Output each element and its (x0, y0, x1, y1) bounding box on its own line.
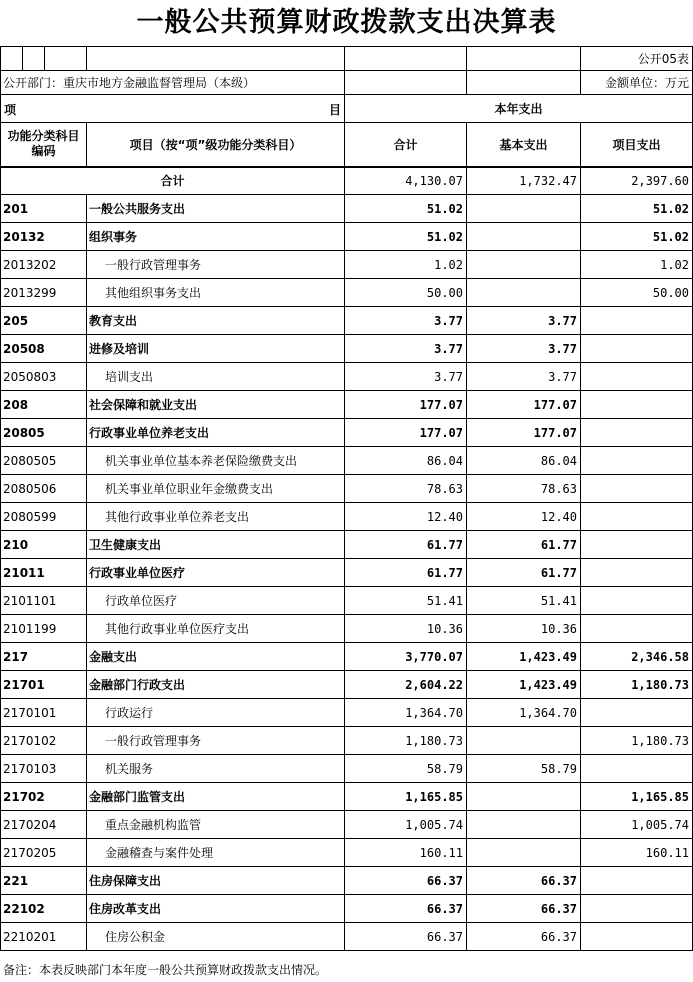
row-basic: 66.37 (467, 923, 581, 951)
row-name: 进修及培训 (87, 335, 345, 363)
row-project (581, 923, 693, 951)
row-basic: 61.77 (467, 559, 581, 587)
row-project: 1,180.73 (581, 727, 693, 755)
row-name: 机关事业单位职业年金缴费支出 (87, 475, 345, 503)
row-project: 1,180.73 (581, 671, 693, 699)
row-name: 其他行政事业单位养老支出 (87, 503, 345, 531)
row-code: 2170204 (1, 811, 87, 839)
table-row (1, 671, 693, 699)
row-code: 22102 (1, 895, 87, 923)
row-name: 行政运行 (87, 699, 345, 727)
row-total: 177.07 (345, 391, 467, 419)
row-total: 61.77 (345, 559, 467, 587)
row-name: 行政单位医疗 (87, 587, 345, 615)
row-total: 86.04 (345, 447, 467, 475)
row-name: 住房保障支出 (87, 867, 345, 895)
row-project: 1.02 (581, 251, 693, 279)
row-basic: 3.77 (467, 335, 581, 363)
row-project: 2,346.58 (581, 643, 693, 671)
row-code: 2210201 (1, 923, 87, 951)
table-row (1, 223, 693, 251)
table-row (1, 615, 693, 643)
row-code: 21011 (1, 559, 87, 587)
row-name: 一般行政管理事务 (87, 251, 345, 279)
row-basic: 177.07 (467, 419, 581, 447)
table-row (1, 783, 693, 811)
row-project (581, 615, 693, 643)
table-row (1, 727, 693, 755)
row-project (581, 531, 693, 559)
row-name: 一般行政管理事务 (87, 727, 345, 755)
table-row (1, 419, 693, 447)
row-code: 2170103 (1, 755, 87, 783)
row-basic: 66.37 (467, 867, 581, 895)
total-header: 合计 (345, 123, 467, 167)
row-basic (467, 839, 581, 867)
row-name: 住房改革支出 (87, 895, 345, 923)
row-name: 其他组织事务支出 (87, 279, 345, 307)
total-basic: 1,732.47 (467, 167, 581, 195)
row-project (581, 559, 693, 587)
table-row (1, 531, 693, 559)
row-total: 12.40 (345, 503, 467, 531)
table-row (1, 643, 693, 671)
row-code: 2013299 (1, 279, 87, 307)
table-row (1, 279, 693, 307)
row-basic: 86.04 (467, 447, 581, 475)
table-row (1, 811, 693, 839)
spacer-row (1, 47, 693, 71)
row-basic (467, 223, 581, 251)
row-project (581, 587, 693, 615)
row-code: 2080506 (1, 475, 87, 503)
row-project (581, 699, 693, 727)
table-row (1, 363, 693, 391)
row-code: 217 (1, 643, 87, 671)
row-name: 金融部门行政支出 (87, 671, 345, 699)
row-code: 21702 (1, 783, 87, 811)
row-total: 160.11 (345, 839, 467, 867)
expenditure-table (0, 46, 693, 951)
item-header-right: 目 (328, 103, 341, 117)
row-basic (467, 195, 581, 223)
row-code: 2170102 (1, 727, 87, 755)
row-total: 61.77 (345, 531, 467, 559)
unit-label: 金额单位：万元 (581, 71, 693, 95)
row-project (581, 391, 693, 419)
row-code: 205 (1, 307, 87, 335)
table-row (1, 895, 693, 923)
row-name: 金融支出 (87, 643, 345, 671)
row-basic: 51.41 (467, 587, 581, 615)
row-total: 10.36 (345, 615, 467, 643)
row-code: 2080599 (1, 503, 87, 531)
row-name: 其他行政事业单位医疗支出 (87, 615, 345, 643)
row-project: 50.00 (581, 279, 693, 307)
row-name: 教育支出 (87, 307, 345, 335)
code-header: 功能分类科目编码 (1, 123, 87, 167)
name-header: 项目（按“项”级功能分类科目） (87, 123, 345, 167)
row-name: 组织事务 (87, 223, 345, 251)
row-total: 66.37 (345, 867, 467, 895)
table-row (1, 699, 693, 727)
row-code: 208 (1, 391, 87, 419)
item-header-left: 项 (4, 103, 17, 117)
row-code: 2170205 (1, 839, 87, 867)
row-total: 3.77 (345, 335, 467, 363)
table-row (1, 307, 693, 335)
total-label: 合计 (1, 167, 345, 195)
row-total: 58.79 (345, 755, 467, 783)
row-project: 51.02 (581, 223, 693, 251)
row-project: 1,005.74 (581, 811, 693, 839)
department-label: 公开部门：重庆市地方金融监督管理局（本级） (1, 71, 345, 95)
row-code: 2080505 (1, 447, 87, 475)
project-header: 项目支出 (581, 123, 693, 167)
row-basic (467, 811, 581, 839)
row-project (581, 503, 693, 531)
table-row (1, 335, 693, 363)
row-name: 机关事业单位基本养老保险缴费支出 (87, 447, 345, 475)
row-basic: 78.63 (467, 475, 581, 503)
row-project (581, 755, 693, 783)
row-code: 2013202 (1, 251, 87, 279)
row-basic (467, 727, 581, 755)
total-amount: 4,130.07 (345, 167, 467, 195)
table-row (1, 839, 693, 867)
row-project (581, 335, 693, 363)
row-basic: 10.36 (467, 615, 581, 643)
row-code: 2050803 (1, 363, 87, 391)
row-total: 50.00 (345, 279, 467, 307)
row-code: 201 (1, 195, 87, 223)
row-basic: 1,423.49 (467, 671, 581, 699)
row-name: 重点金融机构监管 (87, 811, 345, 839)
header-row-1 (1, 95, 693, 123)
row-basic: 177.07 (467, 391, 581, 419)
row-total: 1,165.85 (345, 783, 467, 811)
row-project (581, 475, 693, 503)
row-basic: 66.37 (467, 895, 581, 923)
current-year-header: 本年支出 (345, 95, 693, 123)
header-row-2 (1, 123, 693, 167)
row-project (581, 895, 693, 923)
row-total: 78.63 (345, 475, 467, 503)
row-basic: 58.79 (467, 755, 581, 783)
row-total: 51.41 (345, 587, 467, 615)
row-basic: 1,423.49 (467, 643, 581, 671)
row-basic: 3.77 (467, 363, 581, 391)
table-row (1, 251, 693, 279)
table-row (1, 447, 693, 475)
row-name: 住房公积金 (87, 923, 345, 951)
row-project: 51.02 (581, 195, 693, 223)
row-project (581, 307, 693, 335)
table-row (1, 391, 693, 419)
row-code: 20508 (1, 335, 87, 363)
row-project (581, 363, 693, 391)
row-total: 1,005.74 (345, 811, 467, 839)
row-total: 3.77 (345, 363, 467, 391)
row-code: 20132 (1, 223, 87, 251)
total-project: 2,397.60 (581, 167, 693, 195)
row-name: 金融部门监管支出 (87, 783, 345, 811)
row-code: 20805 (1, 419, 87, 447)
row-name: 行政事业单位养老支出 (87, 419, 345, 447)
row-total: 2,604.22 (345, 671, 467, 699)
form-number: 公开05表 (581, 47, 693, 71)
row-basic: 1,364.70 (467, 699, 581, 727)
row-name: 培训支出 (87, 363, 345, 391)
row-basic (467, 783, 581, 811)
table-row (1, 195, 693, 223)
row-code: 2101199 (1, 615, 87, 643)
row-total: 51.02 (345, 195, 467, 223)
row-total: 1,180.73 (345, 727, 467, 755)
row-project: 1,165.85 (581, 783, 693, 811)
footnote: 备注：本表反映部门本年度一般公共预算财政拨款支出情况。 (3, 963, 328, 977)
table-row (1, 923, 693, 951)
table-row (1, 587, 693, 615)
row-name: 行政事业单位医疗 (87, 559, 345, 587)
row-basic (467, 251, 581, 279)
row-project (581, 867, 693, 895)
row-total: 51.02 (345, 223, 467, 251)
item-header (1, 95, 345, 123)
table-row (1, 559, 693, 587)
info-row (1, 71, 693, 95)
table-row (1, 503, 693, 531)
row-total: 177.07 (345, 419, 467, 447)
row-total: 1,364.70 (345, 699, 467, 727)
row-total: 66.37 (345, 923, 467, 951)
row-name: 卫生健康支出 (87, 531, 345, 559)
row-basic: 3.77 (467, 307, 581, 335)
row-name: 一般公共服务支出 (87, 195, 345, 223)
row-name: 社会保障和就业支出 (87, 391, 345, 419)
row-project: 160.11 (581, 839, 693, 867)
row-code: 221 (1, 867, 87, 895)
row-basic (467, 279, 581, 307)
row-total: 1.02 (345, 251, 467, 279)
row-total: 3.77 (345, 307, 467, 335)
row-code: 210 (1, 531, 87, 559)
row-basic: 12.40 (467, 503, 581, 531)
row-basic: 61.77 (467, 531, 581, 559)
row-total: 66.37 (345, 895, 467, 923)
row-total: 3,770.07 (345, 643, 467, 671)
row-name: 金融稽查与案件处理 (87, 839, 345, 867)
table-row (1, 475, 693, 503)
row-code: 2170101 (1, 699, 87, 727)
total-row (1, 167, 693, 195)
row-project (581, 447, 693, 475)
row-name: 机关服务 (87, 755, 345, 783)
row-code: 21701 (1, 671, 87, 699)
table-row (1, 755, 693, 783)
basic-header: 基本支出 (467, 123, 581, 167)
table-row (1, 867, 693, 895)
table-title: 一般公共预算财政拨款支出决算表 (136, 7, 557, 38)
row-project (581, 419, 693, 447)
row-code: 2101101 (1, 587, 87, 615)
